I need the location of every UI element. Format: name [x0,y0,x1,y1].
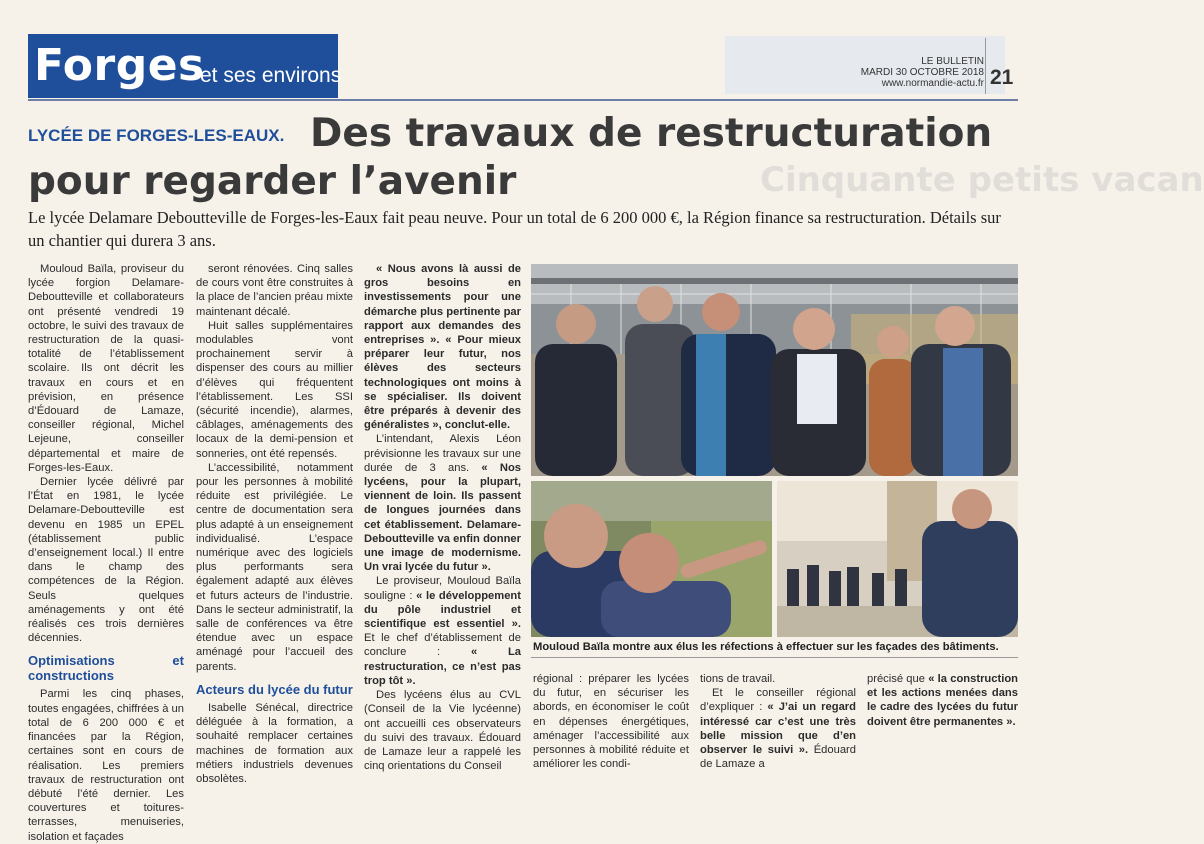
text-column-2 [196,262,353,786]
quote-span: « La restructuration, ce n’est pas trop tôt ». [364,646,522,687]
masthead-rule [28,99,1018,101]
website-link: www.normandie-actu.fr [881,78,984,89]
article-headline: Des travaux de restructuration pour regarder l’avenir [28,111,993,204]
caption-rule [531,657,1018,658]
paragraph: Huit salles supplémentaires modulables vont prochainement servir à dispenser des cours au millier d’élèves qui fréquentent l’établissement. Les SSI (sécurité incendie), alarmes, câblages, aménagements des locaux de la demi-pension et sonneries, ont été repensés. [196,319,353,460]
section-subtitle: et ses environs [200,64,342,87]
paragraph [700,686,856,771]
text-column-5 [700,672,856,771]
photo-workshop-student [777,481,1018,637]
bleed-through-text: Cinquante petits vacan [760,160,1204,200]
photo-group-visit [531,264,1018,476]
paragraph: régional : préparer les lycées du futur, en sécuriser les abords, en économiser le coût en dépenses énergétiques, aménager l’accessibilité aux personnes à mobilité réduite et améliorer les condi- [533,673,689,771]
text-column-3 [364,262,521,773]
text-span: Et le chef d’établissement de conclure : [364,632,521,659]
quote-span: « la construction et les actions menées dans le cadre des lycées du futur doivent être permanentes ». [867,673,1018,728]
quote-span: « Nos lycéens, pour la plupart, viennent de loin. Ils passent de longues journées dans cet établissement. Delamare-Deboutteville va enfin donner une image de modernisme. Un vrai lycée du futur ». [364,461,522,574]
paragraph [364,432,521,574]
text-column-4 [533,672,689,771]
quote-span: « J’ai un regard intéressé car c’est une très belle mission que d’en observer le suivi ». [700,701,856,757]
paragraph: Isabelle Sénécal, directrice déléguée à la formation, a souhaité remplacer certaines machines de formation aux métiers industriels devenues obsolètes. [196,701,353,785]
text-column-1 [28,262,184,844]
text-column-6 [867,672,1018,729]
paragraph: Des lycéens élus au CVL (Conseil de la Vie lycéenne) ont accueilli ces observateurs du suivi des travaux. Édouard de Lamaze leur a rappelé les cinq orientations du Conseil [364,689,521,773]
photo-caption: Mouloud Baïla montre aux élus les réfections à effectuer sur les façades des bâtiments. [533,641,999,653]
text-span: Et le conseiller régional d’expliquer : [700,687,856,714]
page-number-divider [985,38,986,94]
newspaper-name: LE BULLETIN [921,56,984,67]
paragraph: tions de travail. [700,673,776,685]
text-span: Édouard de Lamaze a [700,744,857,771]
newspaper-info [861,56,984,89]
article-kicker: LYCÉE DE FORGES-LES-EAUX. [28,126,285,145]
paragraph [364,574,521,688]
paragraph: Mouloud Baïla, proviseur du lycée forgion Delamare-Deboutteville et collaborateurs ont présenté vendredi 19 octobre, le suivi des travaux de restructuration de la quasi-totalité de l’établissement scolaire. Ils ont décrit les travaux en cours et en prévision, en présence d’Édouard de Lamaze, conseiller régional, Michel Lejeune, conseiller départemental et maire de Forges-les-Eaux. [28,263,184,474]
subheading: Optimisations et constructions [28,653,184,684]
paragraph: Parmi les cinq phases, toutes engagées, chiffrées à un total de 6 200 000 € et financées par la Région, certaines sont en cours de réalisation. Les premiers travaux de restructuration ont débuté l’été dernier. Les couvertures et toitures-terrasses, menuiseries, isolation et façades [28,688,184,843]
section-title: Forges [34,40,205,91]
article-lead: Le lycée Delamare Deboutteville de Forges-les-Eaux fait peau neuve. Pour un total de 6 200 000 €, la Région finance sa restructuration. Détails sur un chantier qui durera 3 ans. [28,208,1001,250]
paragraph: Dernier lycée délivré par l’État en 1981, le lycée Delamare-Deboutteville est devenu en 1985 un EPEL (établissement public d’enseignement local.) Il entre dans le champ des compétences de la Région. Seuls quelques aménagements y ont été réalisés ces trois dernières décennies. [28,476,184,645]
text-span: Le proviseur, Mouloud Baïla souligne : [364,575,521,602]
paragraph: L’accessibilité, notamment pour les personnes à mobilité réduite est privilégiée. Le centre de documentation sera plus adapté à un enseignement individualisé. L’espace numérique avec des logiciels plus performants sera également adapté aux élèves et futurs acteurs de l’industrie. Dans le secteur administratif, la salle de conférences va être étendue avec un espace aménagé pour l’accueil des parents. [196,461,353,673]
page-number: 21 [990,66,1014,89]
quote-paragraph: « Nous avons là aussi de gros besoins en investissements pour une démarche plus pertinente par rapport aux demandes des entreprises ». « Pour mieux préparer leur futur, nos élèves des secteurs technologiques ont moins à se spécialiser. Ils doivent être préparés à devenir des généralistes », conclut-elle. [364,263,521,432]
quote-span: « le développement du pôle industriel et scientifique est essentiel ». [364,589,521,631]
text-span: L’intendant, Alexis Léon prévisionne les travaux sur une durée de 3 ans. [364,433,521,474]
paragraph [867,672,1018,729]
text-span: précisé que [867,673,925,685]
subheading: Acteurs du lycée du futur [196,681,353,697]
photo-closeup-principal [531,481,772,637]
paragraph: seront rénovées. Cinq salles de cours vont être construites à la place de l’ancien préau mixte maintenant décalé. [196,263,353,318]
issue-date: MARDI 30 OCTOBRE 2018 [860,67,984,78]
